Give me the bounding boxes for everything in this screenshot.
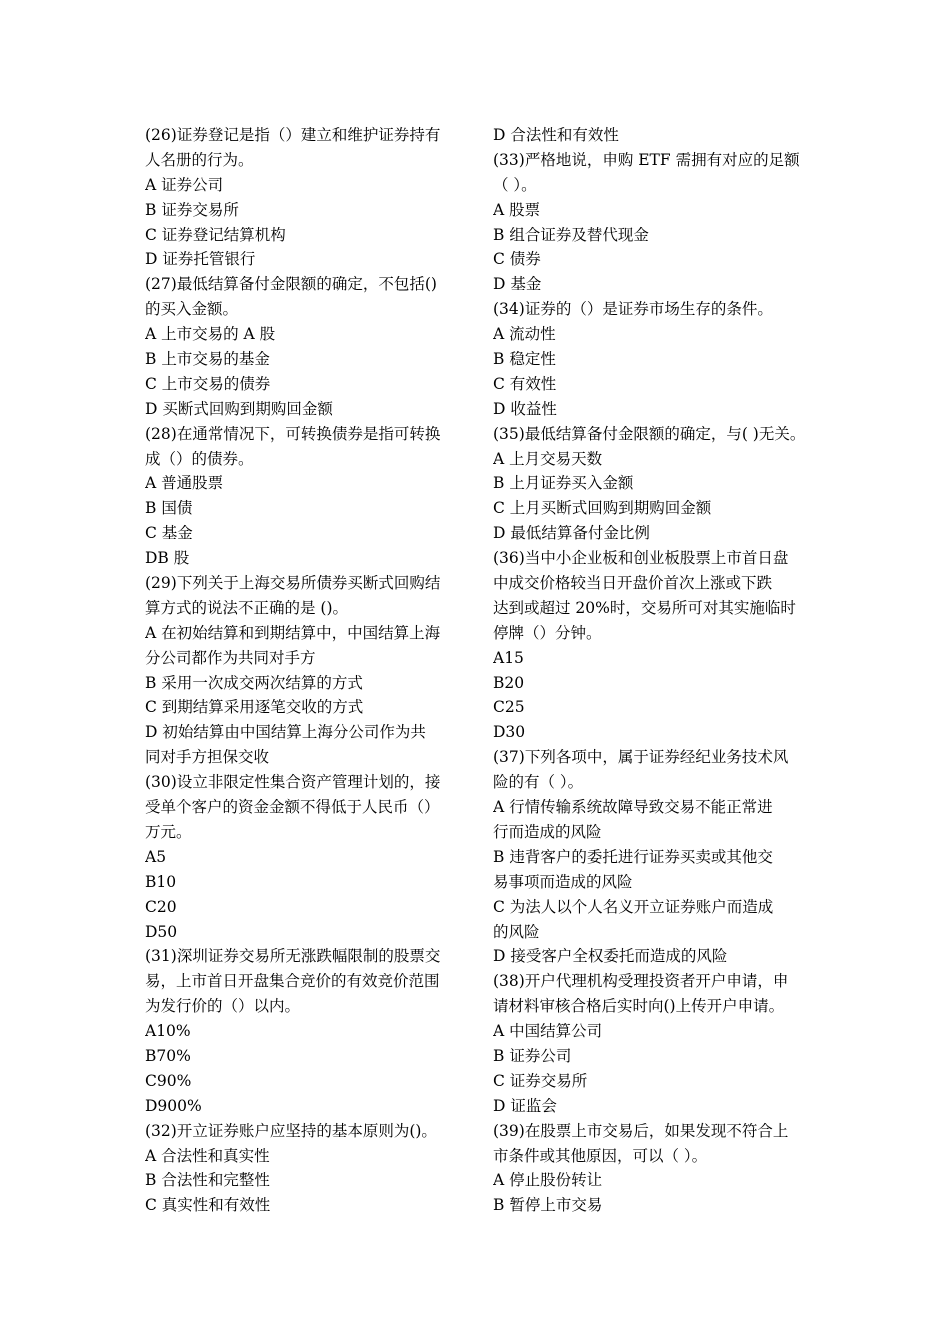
text-line: C90% bbox=[145, 1071, 192, 1090]
text-line: A 上月交易天数 bbox=[493, 449, 603, 468]
text-line: 万元。 bbox=[145, 822, 192, 841]
text-line: A15 bbox=[493, 648, 524, 667]
text-line: 成（）的债券。 bbox=[145, 449, 254, 468]
text-line: B10 bbox=[145, 872, 177, 891]
text-line: 的买入金额。 bbox=[145, 300, 239, 319]
text-line: B 违背客户的委托进行证券买卖或其他交 bbox=[493, 847, 773, 866]
text-line: （ ）。 bbox=[493, 175, 537, 194]
text-line: 达到或超过 20%时，交易所可对其实施临时 bbox=[493, 598, 796, 617]
text-line: 受单个客户的资金金额不得低于人民币（） bbox=[145, 798, 440, 817]
text-line: A 停止股份转让 bbox=[493, 1171, 603, 1190]
text-line: (27)最低结算备付金限额的确定，不包括() bbox=[145, 275, 437, 294]
text-line: 市条件或其他原因，可以（ ）。 bbox=[493, 1146, 708, 1165]
text-line: B 合法性和完整性 bbox=[145, 1171, 270, 1190]
text-line: B 上市交易的基金 bbox=[145, 350, 270, 369]
text-line: 停牌（）分钟。 bbox=[493, 623, 602, 642]
text-line: 请材料审核合格后实时向()上传开户申请。 bbox=[493, 997, 785, 1016]
text-line: C 基金 bbox=[145, 524, 193, 543]
text-line: B 稳定性 bbox=[493, 350, 556, 369]
text-line: (36)当中小企业板和创业板股票上市首日盘 bbox=[493, 549, 789, 568]
text-line: B 上月证券买入金额 bbox=[493, 474, 634, 493]
text-line: 易事项而造成的风险 bbox=[493, 872, 633, 891]
text-line: 的风险 bbox=[493, 922, 540, 941]
text-line: (37)下列各项中，属于证券经纪业务技术风 bbox=[493, 748, 789, 767]
text-line: D 最低结算备付金比例 bbox=[493, 524, 650, 543]
text-line: A5 bbox=[145, 847, 167, 866]
text-line: C25 bbox=[493, 698, 525, 717]
text-line: C 证券交易所 bbox=[493, 1071, 588, 1090]
text-line: A 证券公司 bbox=[145, 175, 224, 194]
text-line: D30 bbox=[493, 723, 526, 742]
text-line: A 股票 bbox=[493, 200, 541, 219]
text-line: D900% bbox=[145, 1096, 202, 1115]
text-line: A 合法性和真实性 bbox=[145, 1146, 270, 1165]
text-line: A 上市交易的 A 股 bbox=[145, 325, 276, 344]
text-line: (30)设立非限定性集合资产管理计划的，接 bbox=[145, 773, 441, 792]
text-line: A 流动性 bbox=[493, 325, 556, 344]
text-line: 中成交价格较当日开盘价首次上涨或下跌 bbox=[493, 574, 773, 593]
text-line: B 采用一次成交两次结算的方式 bbox=[145, 673, 363, 692]
text-line: A 中国结算公司 bbox=[493, 1022, 603, 1041]
text-line: (26)证券登记是指（）建立和维护证券持有 bbox=[145, 126, 441, 144]
text-line: C 为法人以个人名义开立证券账户而造成 bbox=[493, 897, 774, 916]
text-line: 同对手方担保交收 bbox=[145, 748, 270, 767]
text-line: B 组合证券及替代现金 bbox=[493, 225, 649, 244]
left-question-column bbox=[145, 123, 463, 1218]
text-line: B70% bbox=[145, 1046, 191, 1065]
text-line: (38)开户代理机构受理投资者开户申请，申 bbox=[493, 972, 789, 991]
text-line: 人名册的行为。 bbox=[145, 150, 254, 169]
text-line: D 证监会 bbox=[493, 1096, 557, 1115]
text-line: 算方式的说法不正确的是 ()。 bbox=[145, 598, 349, 617]
right-question-column bbox=[493, 123, 815, 1218]
text-line: C 证券登记结算机构 bbox=[145, 225, 286, 244]
text-line: D50 bbox=[145, 922, 178, 941]
text-line: (28)在通常情况下，可转换债券是指可转换 bbox=[145, 424, 441, 443]
text-line: (34)证券的（）是证券市场生存的条件。 bbox=[493, 300, 773, 319]
text-line: D 基金 bbox=[493, 275, 542, 294]
text-line: D 合法性和有效性 bbox=[493, 126, 619, 144]
text-line: A10% bbox=[145, 1022, 191, 1041]
text-line: D 证券托管银行 bbox=[145, 250, 256, 269]
text-line: (29)下列关于上海交易所债券买断式回购结 bbox=[145, 574, 441, 593]
text-line: C 债券 bbox=[493, 250, 541, 269]
text-line: A 行情传输系统故障导致交易不能正常进 bbox=[493, 798, 773, 817]
text-line: (39)在股票上市交易后，如果发现不符合上 bbox=[493, 1121, 789, 1140]
text-line: C 上市交易的债券 bbox=[145, 374, 271, 393]
text-line: 分公司都作为共同对手方 bbox=[145, 648, 316, 667]
text-line: C 真实性和有效性 bbox=[145, 1196, 271, 1215]
text-line: C 到期结算采用逐笔交收的方式 bbox=[145, 698, 364, 717]
text-line: DB 股 bbox=[145, 549, 190, 568]
text-line: 易，上市首日开盘集合竞价的有效竞价范围 bbox=[145, 972, 440, 991]
text-line: D 买断式回购到期购回金额 bbox=[145, 399, 333, 418]
text-line: 行而造成的风险 bbox=[493, 822, 602, 841]
text-line: B 暂停上市交易 bbox=[493, 1196, 603, 1215]
text-line: D 接受客户全权委托而造成的风险 bbox=[493, 947, 728, 966]
text-line: B 证券公司 bbox=[493, 1046, 572, 1065]
text-line: (35)最低结算备付金限额的确定，与( )无关。 bbox=[493, 424, 806, 443]
text-line: D 收益性 bbox=[493, 399, 557, 418]
text-line: C 上月买断式回购到期购回金额 bbox=[493, 499, 712, 518]
text-line: (32)开立证券账户应坚持的基本原则为()。 bbox=[145, 1121, 437, 1140]
text-line: B 证券交易所 bbox=[145, 200, 239, 219]
text-line: (33)严格地说，申购 ETF 需拥有对应的足额 bbox=[493, 150, 800, 169]
text-line: A 在初始结算和到期结算中，中国结算上海 bbox=[145, 623, 441, 642]
text-line: B 国债 bbox=[145, 499, 193, 518]
text-line: D 初始结算由中国结算上海分公司作为共 bbox=[145, 723, 426, 742]
text-line: C 有效性 bbox=[493, 374, 557, 393]
text-line: C20 bbox=[145, 897, 177, 916]
text-line: A 普通股票 bbox=[145, 474, 224, 493]
text-line: 险的有（ ）。 bbox=[493, 773, 584, 792]
text-line: B20 bbox=[493, 673, 525, 692]
text-line: 为发行价的（）以内。 bbox=[145, 997, 301, 1016]
text-line: (31)深圳证券交易所无涨跌幅限制的股票交 bbox=[145, 947, 441, 966]
